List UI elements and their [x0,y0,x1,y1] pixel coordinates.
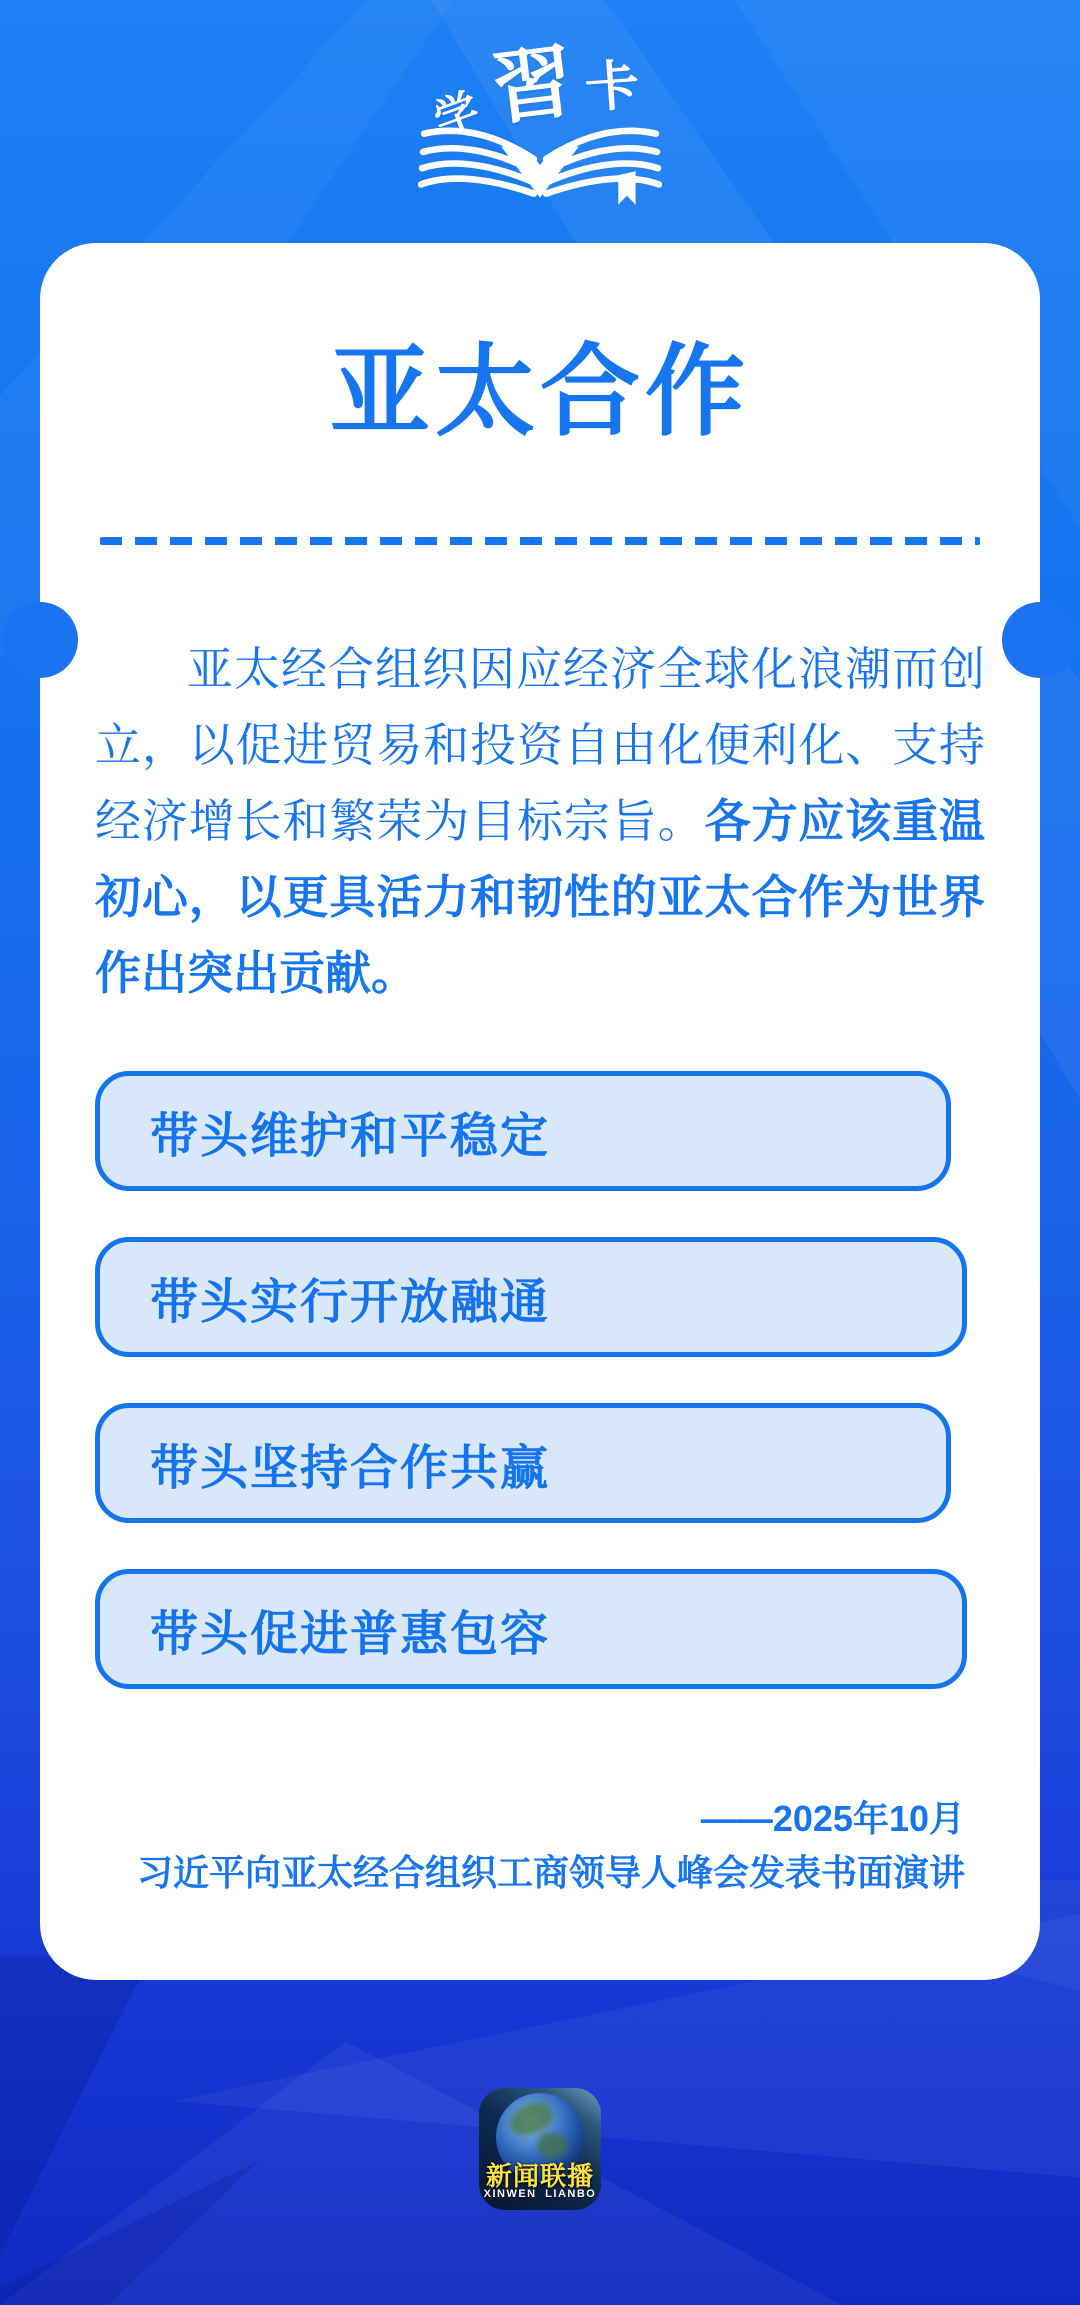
paragraph-bold-text: 各方应该重温初心，以更具活力和韧性的亚太合作为世界作出突出贡献。 [95,795,986,999]
key-point-pill-4: 带头促进普惠包容 [95,1569,967,1689]
attribution-date: ——2025年10月 [700,1798,965,1839]
study-card-logo [415,36,665,200]
logo-char-ka: 卡 [582,55,642,119]
key-point-pill-3: 带头坚持合作共赢 [95,1403,951,1523]
logo-char-xue: 学 [427,84,486,147]
attribution-source: 习近平向亚太经合组织工商领导人峰会发表书面演讲 [136,1852,965,1893]
key-point-pill-2: 带头实行开放融通 [95,1237,967,1357]
key-point-pill-1: 带头维护和平稳定 [95,1071,951,1191]
dashed-divider [100,537,980,545]
card-right-notch [1002,602,1078,678]
paragraph-normal-text: 亚太经合组织因应经济全球化浪潮而创立，以促进贸易和投资自由化便利化、支持经济增长和繁荣为目标宗旨。 [95,643,985,847]
xinwen-lianbo-app-icon [479,2088,601,2210]
app-icon-title-en: XINWEN LIANBO [483,2188,597,2200]
page-title: 亚太合作 [330,336,750,448]
app-icon-title-cn: 新闻联播 [485,2161,594,2191]
key-points-list [95,1071,985,1689]
content-card [40,243,1040,1980]
attribution [95,1795,985,1897]
logo-char-xi: 習 [487,36,579,135]
card-left-notch [2,602,78,678]
body-paragraph [95,631,985,1011]
